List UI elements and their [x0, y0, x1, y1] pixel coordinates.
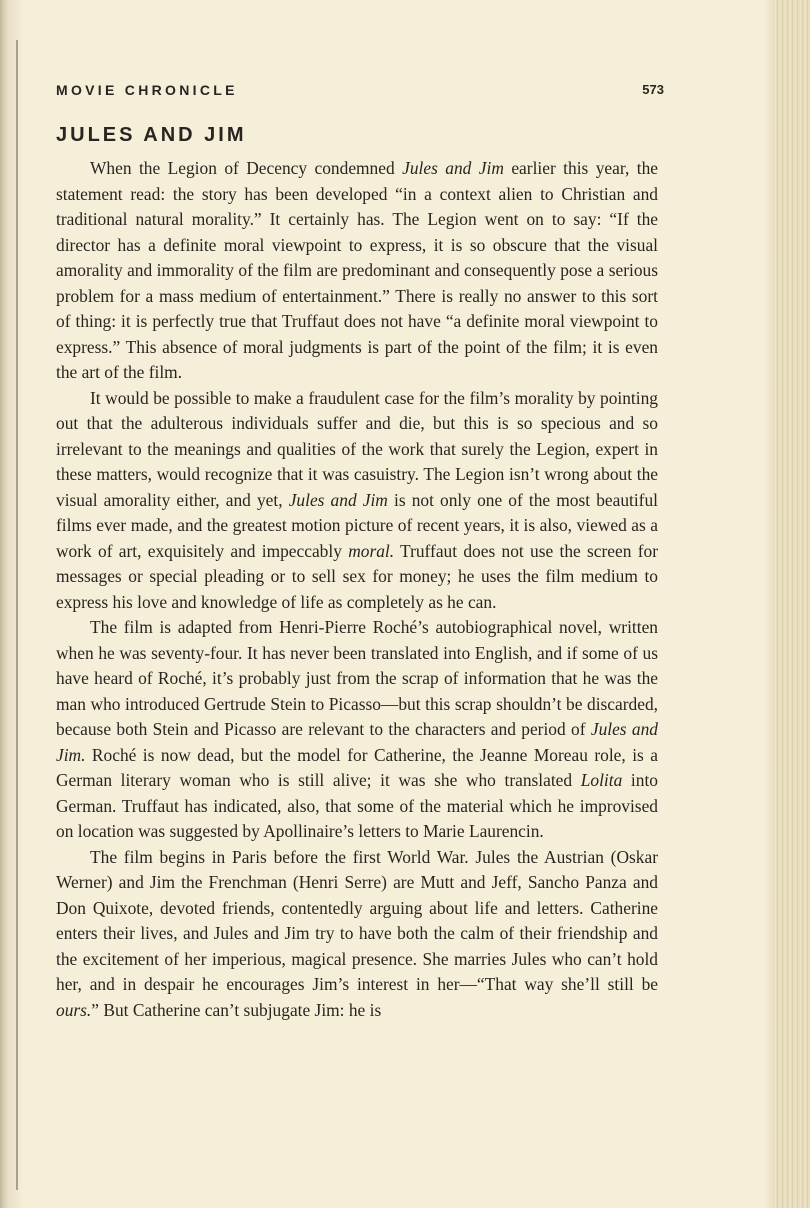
- article-title: JULES AND JIM: [56, 124, 247, 146]
- text-run: The film is adapted from Henri-Pierre Roché’s autobiographical novel, written when he was seventy-four. It has never been translated into English, and if some of us have heard of Roché, it’s probably just from the scrap of information that he was the man who introduced Gertrude Stein to Picasso—but this scrap shouldn’t be discarded, because both Stein and Picasso are relevant to the characters and period of: [56, 617, 658, 739]
- text-run: Truffaut does not use the screen for messages or special pleading or to sell sex for money; he uses the film medium to express his love and knowledge of life as completely as he can.: [56, 540, 658, 612]
- running-title: MOVIE CHRONICLE: [56, 82, 238, 98]
- page-gutter-left: [0, 0, 24, 1208]
- paragraph-3: [56, 615, 658, 845]
- text-run: Roché is now dead, but the model for Catherine, the Jeanne Moreau role, is a German literary woman who is still alive; it was she who translated: [56, 744, 658, 790]
- paragraph-2: [56, 386, 658, 616]
- text-run: When the Legion of Decency condemned: [90, 158, 403, 178]
- text-run-italic: moral.: [348, 540, 395, 561]
- article-body: [56, 156, 658, 1023]
- text-run-italic: Lolita: [580, 770, 623, 790]
- text-run: ” But Catherine can’t subjugate Jim: he is: [91, 999, 382, 1020]
- paragraph-1: [56, 156, 658, 386]
- text-run: earlier this year, the statement read: the story has been developed “in a context alien to Christian and traditional natural morality.” It certainly has. The Legion went on to say: “If the director has a definite moral viewpoint to express, it is so obscure that the visual amorality and immorality of the film are predominant and consequently pose a serious problem for a mass medium of entertainment.” There is really no answer to this sort of thing: it is perfectly true that Truffaut does not have “a definite moral viewpoint to express.” This absence of moral judgments is part of the point of the film; it is even the art of the film.: [56, 158, 658, 382]
- text-run: The film begins in Paris before the first World War. Jules the Austrian (Oskar Werner) and Jim the Frenchman (Henri Serre) are Mutt and Jeff, Sancho Panza and Don Quixote, devoted friends, contentedly arguing about life and letters. Catherine enters their lives, and Jules and Jim try to have both the calm of their friendship and the excitement of her imperious, magical presence. She marries Jules who can’t hold her, and in despair he encourages Jim’s interest in her—“That way she’ll still be: [56, 846, 658, 994]
- text-run-italic: ours.: [56, 999, 92, 1020]
- paragraph-4: [56, 845, 658, 1024]
- page-edge-right: [764, 0, 810, 1208]
- running-head: [56, 82, 664, 102]
- text-run-italic: Jules and Jim.: [56, 719, 658, 765]
- page-number: 573: [642, 82, 664, 97]
- text-run: It would be possible to make a fraudulent case for the film’s morality by pointing out that the adulterous individuals suffer and die, but this is so specious and so irrelevant to the meanings and qualities of the work that surely the Legion, expert in these matters, would recognize that it was casuistry. The Legion isn’t wrong about the visual amorality either, and yet,: [56, 387, 658, 510]
- text-run-italic: Jules and Jim: [402, 158, 504, 178]
- text-run: into German. Truffaut has indicated, also, that some of the material which he improvised on location was suggested by Apollinaire’s letters to Marie Laurencin.: [56, 770, 658, 841]
- text-run-italic: Jules and Jim: [288, 489, 388, 510]
- text-run: is not only one of the most beautiful films ever made, and the greatest motion picture of recent years, it is also, viewed as a work of art, exquisitely and impeccably: [56, 489, 659, 561]
